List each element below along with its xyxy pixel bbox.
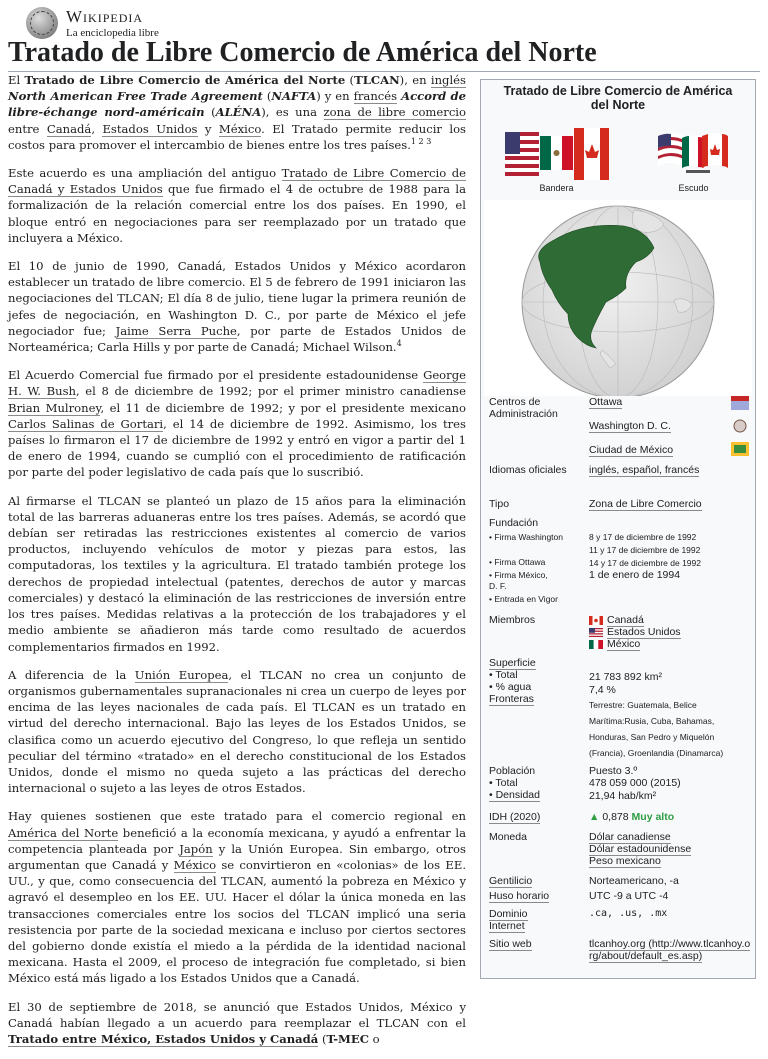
mexico-city-coat-icon (731, 442, 749, 456)
article-link[interactable]: Brian Mulroney (8, 400, 101, 415)
densidad-link[interactable]: • Densidad (489, 789, 540, 801)
superficie-link[interactable]: Superficie (489, 657, 536, 669)
article-link[interactable]: George H. W. Bush (8, 368, 466, 399)
poblacion-total-label: • Total (489, 777, 518, 789)
article-link[interactable]: Tratado de Libre Comercio de Canadá y Estados Unidos (8, 166, 466, 197)
site-name: Wikipedia (66, 6, 144, 26)
article-link[interactable]: francés (353, 89, 398, 104)
dominio-link[interactable]: Dominio Internet (489, 908, 528, 932)
text-run: ( (262, 89, 272, 104)
firma-washington-label: • Firma Washington (489, 532, 563, 542)
dominio-value: .ca, .us, .mx (589, 908, 668, 919)
idh-link[interactable]: IDH (2020) (489, 811, 541, 823)
wikipedia-globe-logo (26, 7, 58, 39)
miembro-mexico[interactable]: México (607, 638, 641, 650)
poblacion-label: Población (489, 765, 536, 777)
text-run: entre (8, 121, 47, 136)
link-ottawa[interactable]: Ottawa (589, 396, 623, 408)
tipo-label: Tipo (489, 498, 510, 510)
firma-mexico-value: 14 y 17 de diciembre de 1992 (589, 558, 701, 568)
triangle-up-icon: ▲ (589, 811, 600, 823)
miembro-canada[interactable]: Canadá (607, 614, 644, 626)
article-paragraph (8, 72, 466, 153)
ottawa-coat-icon (731, 396, 749, 410)
text-run: El 10 de junio de 1990, Canadá, Estados Unidos y México acordaron establecer un tratado de libre comercio. El 5 de febrero de 1991 iniciaron las negociaciones del TLCAN; El día 8 de julio, tiene lugar la primera reunión de jefes de negociación, en Washington D. C., por parte de México el jefe negociador fue; (8, 259, 466, 338)
firma-washington-value: 8 y 17 de diciembre de 1992 (589, 532, 697, 542)
huso-value: UTC -9 a UTC -4 (589, 890, 669, 902)
text-run: Al firmarse el TLCAN se planteó un plazo de 15 años para la eliminación total de las barreras aduaneras entre los tres países. Además, se acordó que debían ser retiradas las restricciones existentes al comercio de varios productos, incluyendo vehículos de motor y piezas para estos, las computadoras, los textiles y la agricultura. El tratado también protege los derechos de propiedad intelectual (patentes, derechos de autor y marcas comerciales) y destacó la eliminación de las restricciones de inversión entre los tres países. Medidas relativas a la protección de los trabajadores y el medio ambiente se añadieron más tarde como resultado de acuerdos complementarios firmados en 1992. (8, 493, 466, 654)
moneda-mxn[interactable]: Peso mexicano (589, 855, 661, 867)
firma-ottawa-label: • Firma Ottawa (489, 557, 546, 567)
text-run: Este acuerdo es una ampliación del antiguo (8, 166, 282, 181)
idh-value: 0,878 (602, 811, 629, 823)
text-run: , el 11 de diciembre de 1992; y por el presidente mexicano (100, 400, 466, 415)
poblacion-rank: Puesto 3.º (589, 765, 638, 777)
text-run: El 30 de septiembre de 2018, se anunció que Estados Unidos, México y Canadá habían llegado a un acuerdo para reemplazar el TLCAN con el (8, 999, 466, 1030)
text-run: ( (204, 105, 216, 120)
article-paragraph (8, 258, 466, 355)
citation-ref[interactable]: 4 (396, 339, 402, 349)
miembro-estados-unidos[interactable]: Estados Unidos (607, 626, 681, 638)
canada-flag-icon (589, 616, 603, 625)
washington-coat-icon (731, 419, 749, 433)
superficie-total-label: • Total (489, 669, 518, 681)
article-body (8, 72, 466, 1059)
flag-image[interactable] (505, 124, 609, 180)
article-paragraph (8, 367, 466, 480)
idiomas-value[interactable]: inglés, español, francés (589, 464, 700, 476)
text-run: ALÉNA (215, 105, 262, 120)
idh-rating: Muy alto (631, 811, 675, 823)
mexico-flag-icon (589, 640, 603, 649)
article-link[interactable]: México (173, 857, 217, 872)
article-paragraph (8, 667, 466, 797)
text-run: Hay quienes sostienen que este tratado para el comercio regional en (8, 809, 466, 824)
text-run: El (8, 73, 25, 87)
orthographic-map-image[interactable] (484, 200, 752, 396)
text-run: ( (345, 73, 355, 87)
text-run: El Acuerdo Comercial fue firmado por el presidente estadounidense (8, 368, 424, 383)
article-link[interactable]: inglés (430, 73, 466, 87)
poblacion-total-value: 478 059 000 (2015) (589, 777, 681, 789)
text-run: NAFTA (271, 89, 317, 104)
article-paragraph (8, 808, 466, 986)
text-run: . El Tratado permite reducir los costos para promover el intercambio de bienes entre los tres países. (8, 121, 467, 152)
infobox (480, 79, 756, 979)
text-run: y (197, 121, 219, 136)
citation-ref[interactable]: 1 2 3 (410, 136, 432, 146)
firma-mexico-label: • Firma México, D. F. (489, 570, 548, 591)
article-link[interactable]: Unión Europea (134, 667, 229, 682)
agua-label: • % agua (489, 681, 532, 693)
article-link[interactable]: Japón (179, 841, 213, 856)
moneda-cad[interactable]: Dólar canadiense (589, 831, 671, 843)
article-paragraph (8, 999, 466, 1048)
site-tagline: La enciclopedia libre (66, 26, 159, 39)
entrada-label: • Entrada en Vigor (489, 594, 558, 604)
article-link[interactable]: Carlos Salinas de Gortari (8, 416, 164, 431)
tipo-value[interactable]: Zona de Libre Comercio (589, 498, 702, 510)
article-link[interactable]: Jaime Serra Puche (115, 323, 237, 338)
text-run: , el TLCAN no crea un conjunto de organismos gubernamentales supranacionales ni crea un cuerpo de leyes por encima de las leyes nacionales de cada país. El TLCAN es un tratado en virtud del derecho internacional. Bajo las leyes de los Estados Unidos, se clasifica como un acuerdo ejecutivo del Congreso, lo que refleja un sentido peculiar del término «tratado» en el derecho constitucional de los Estados Unidos, donde el mismo no queda sujeto a las prácticas del derecho internacional o sujeto a las leyes de otros Estados. (8, 667, 466, 796)
sitio-link[interactable]: Sitio web (489, 938, 532, 950)
text-run: T-MEC (326, 1031, 369, 1046)
text-run: benefició a la economía mexicana, y ayudó a enfrentar la competencia planteada por (8, 825, 466, 856)
coat-caption: Escudo (678, 183, 709, 193)
infobox-title: Tratado de Libre Comercio de América del Norte (503, 84, 733, 112)
usa-flag-icon (589, 628, 603, 637)
agua-value: 7,4 % (589, 684, 616, 696)
text-run: ( (318, 1031, 327, 1046)
article-link[interactable]: Tratado entre México, Estados Unidos y Canadá (8, 1031, 319, 1046)
text-run: ), es una (261, 105, 324, 120)
flag-caption: Bandera (539, 183, 574, 193)
entrada-value: 1 de enero de 1994 (589, 569, 681, 581)
text-run: North American Free Trade Agreement (8, 89, 263, 104)
text-run: , el 14 de diciembre de 1992. Asimismo, los tres países lo firmaron el 17 de diciembre de 1992 y entró en vigor a partir del 1 de enero de 1994, cuando se cumplió con el procedimiento de ratificación por parte del poder legislativo de cada país que lo suscribió. (8, 416, 466, 480)
text-run: se convirtieron en «colonias» de los EE. UU., y que, como consecuencia del TLCAN, aumentó la pobreza en México y agravó el desempleo en los EE. UU. Hacer el dólar la única moneda en las transacciones comerciales entre los socios del TLCAN implicó una seria resistencia por parte de la sociedad mexicana e incluso por ciertos sectores del gobierno donde existía el miedo a la pérdida de la identidad nacional mexicana. Hasta el 2009, el proceso de integración fue completado, si bien México está más ligado a los Estados Unidos que a Canadá. (8, 857, 466, 986)
page-title: Tratado de Libre Comercio de América del Norte (8, 36, 760, 72)
text-run: , por parte de Estados Unidos de Norteamérica; Carla Hills y por parte de Canadá; Michael Wilson. (8, 323, 467, 355)
miembros-label: Miembros (489, 614, 536, 626)
text-run: Tratado de Libre Comercio de América del Norte (24, 73, 346, 87)
article-paragraph (8, 165, 466, 246)
article-link[interactable]: Canadá (46, 121, 92, 136)
idiomas-label: Idiomas oficiales (489, 464, 567, 476)
coat-of-arms-image[interactable] (656, 124, 732, 180)
fronteras-value: Terrestre: Guatemala, Belice Marítima:Rusia, Cuba, Bahamas, Honduras, San Pedro y Miquelón (Francia), Groenlandia (Dinamarca) (589, 700, 724, 758)
firma-ottawa-value: 11 y 17 de diciembre de 1992 (589, 545, 701, 555)
gentilicio-link[interactable]: Gentilicio (489, 875, 533, 887)
fronteras-link[interactable]: Fronteras (489, 693, 534, 705)
wordmark (66, 8, 159, 39)
text-run: A diferencia de la (8, 667, 135, 682)
text-run: ) y en (316, 89, 354, 104)
text-run: y la Unión Europea. Sin embargo, otros argumentan que Canadá y (8, 841, 466, 872)
densidad-value: 21,94 hab/km² (589, 790, 657, 802)
centros-label: Centros de Administración (489, 396, 558, 420)
text-run: , el 8 de diciembre de 1992; por el primer ministro canadiense (76, 384, 466, 399)
flags-row (481, 124, 755, 194)
moneda-label: Moneda (489, 831, 527, 843)
text-run: TLCAN (354, 73, 400, 87)
article-paragraph (8, 493, 466, 655)
text-run: que fue firmado el 4 de octubre de 1988 para la formalización de la relación comercial entre los dos países. En 1990, el bloque entró en negociaciones para ser reemplazado por un tratado que incluyera a México. (8, 182, 467, 245)
superficie-total-value: 21 783 892 km² (589, 671, 662, 683)
fundacion-label: Fundación (489, 517, 539, 529)
gentilicio-value: Norteamericano, -a (589, 875, 679, 887)
article-link[interactable]: Estados Unidos (102, 121, 198, 136)
text-run: Accord de libre-échange nord-américain (8, 89, 466, 120)
sitio-value[interactable]: tlcanhoy.org (http://www.tlcanhoy.org/about/default_es.asp) (589, 938, 751, 962)
link-washington[interactable]: Washington D. C. (589, 420, 671, 432)
article-link[interactable]: México (218, 121, 262, 136)
text-run: , (91, 121, 103, 136)
text-run: o (368, 1031, 380, 1046)
link-ciudad-mexico[interactable]: Ciudad de México (589, 444, 674, 456)
article-link[interactable]: zona de libre comercio (323, 105, 466, 120)
huso-link[interactable]: Huso horario (489, 890, 550, 902)
site-header[interactable] (26, 6, 159, 40)
text-run: ), en (399, 73, 431, 87)
article-link[interactable]: América del Norte (8, 825, 119, 840)
moneda-usd[interactable]: Dólar estadounidense (589, 843, 692, 855)
